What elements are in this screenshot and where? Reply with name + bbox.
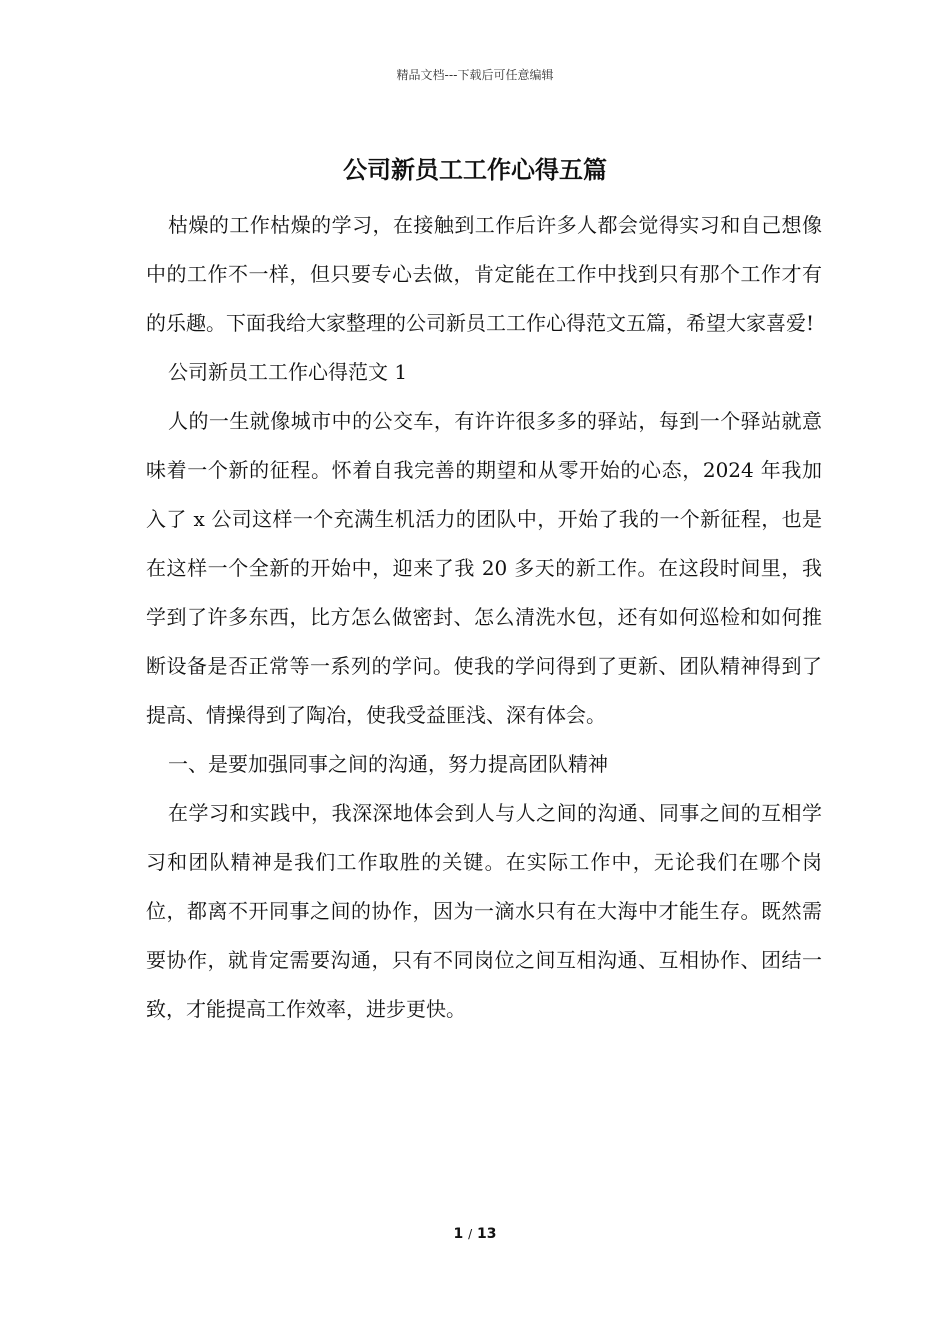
section-heading: 公司新员工工作心得范文 1 [168, 360, 408, 384]
header-note: 精品文档---下载后可任意编辑 [396, 68, 554, 82]
body-paragraph: 人的一生就像城市中的公交车，有许许很多多的驿站，每到一个驿站就意味着一个新的征程。怀着自我完善的期望和从零开始的心态，2024 年我加入了 x 公司这样一个充满生机活力的团队中，开始了我的一个新征程，也是在这样一个全新的开始中，迎来了我 20 多天的新工作。在这段时间里，我学到了许多东西，比方怎么做密封、怎么清洗水包，还有如何巡检和如何推断设备是否正常等一系列的学问。使我的学问得到了更新、团队精神得到了提高、情操得到了陶冶，使我受益匪浅、深有体会。 [146, 409, 822, 727]
document-title: 公司新员工工作心得五篇 [343, 155, 607, 184]
page-number [0, 1226, 950, 1242]
intro-paragraph: 枯燥的工作枯燥的学习，在接触到工作后许多人都会觉得实习和自己想像中的工作不一样，但只要专心去做，肯定能在工作中找到只有那个工作才有的乐趣。下面我给大家整理的公司新员工工作心得范文五篇，希望大家喜爱! [146, 213, 822, 335]
document-body [146, 201, 822, 1034]
page-separator: / [468, 1227, 473, 1241]
current-page: 1 [453, 1226, 464, 1242]
subsection-heading: 一、是要加强同事之间的沟通，努力提高团队精神 [168, 752, 608, 776]
body-paragraph: 在学习和实践中，我深深地体会到人与人之间的沟通、同事之间的互相学习和团队精神是我们工作取胜的关键。在实际工作中，无论我们在哪个岗位，都离不开同事之间的协作，因为一滴水只有在大海中才能生存。既然需要协作，就肯定需要沟通，只有不同岗位之间互相沟通、互相协作、团结一致，才能提高工作效率，进步更快。 [146, 801, 822, 1021]
total-pages: 13 [477, 1226, 497, 1242]
